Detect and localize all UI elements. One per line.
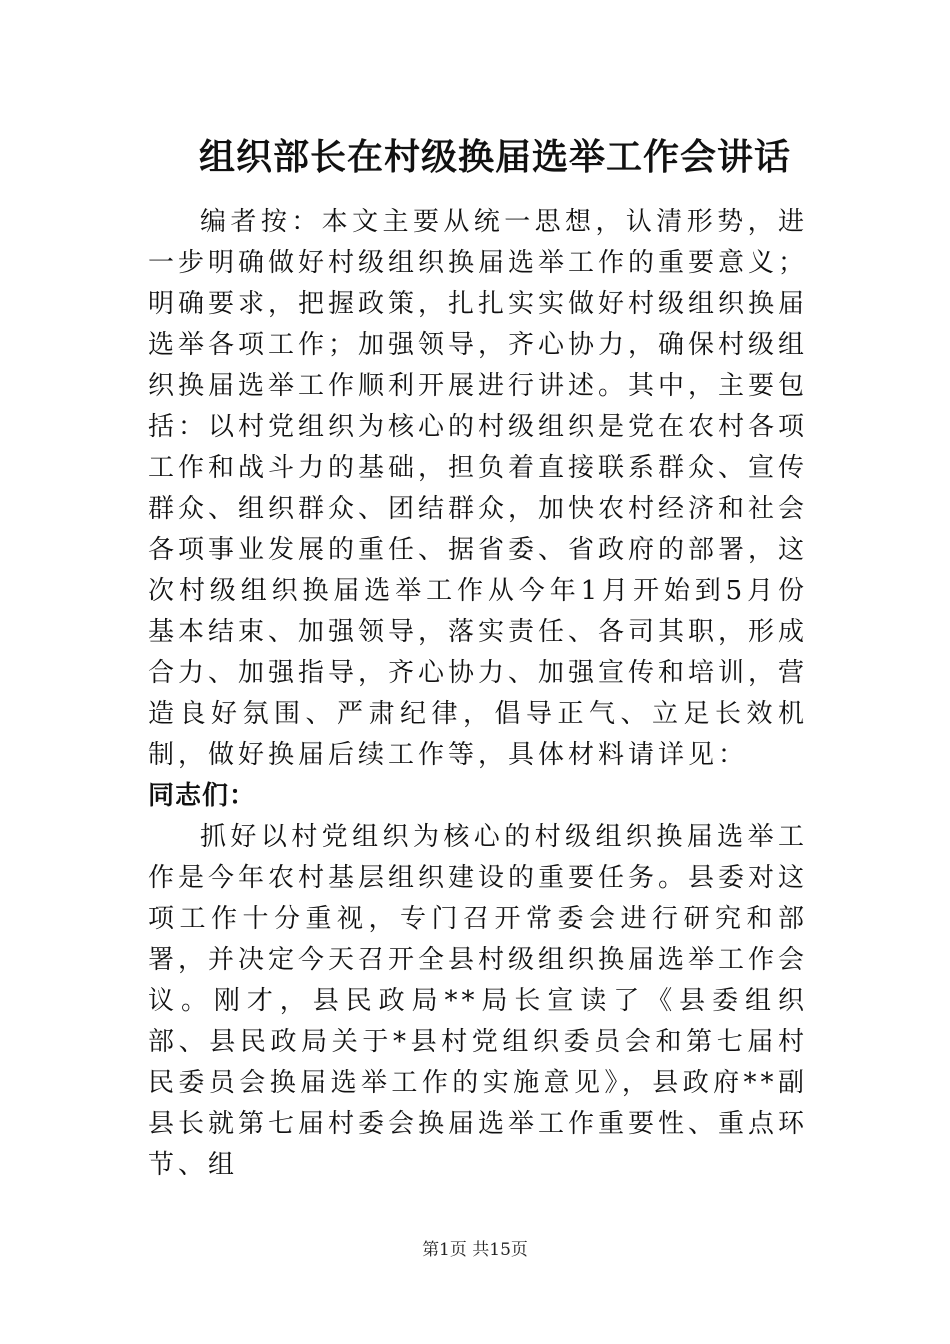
document-title: 组织部长在村级换届选举工作会讲话: [198, 137, 791, 178]
page-number-footer: 第1页 共15页: [422, 1240, 528, 1260]
document-body: [148, 202, 808, 1186]
body-paragraph: 抓好以村党组织为核心的村级组织换届选举工作是今年农村基层组织建设的重要任务。县委对这项工作十分重视，专门召开常委会进行研究和部署，并决定今天召开全县村级组织换届选举工作会议。刚才，县民政局**局长宣读了《县委组织部、县民政局关于*县村党组织委员会和第七届村民委员会换届选举工作的实施意见》，县政府**副县长就第七届村委会换届选举工作重要性、重点环节、组: [148, 822, 809, 1180]
salutation: 同志们：: [148, 781, 257, 811]
editor-note-paragraph: 编者按：本文主要从统一思想，认清形势，进一步明确做好村级组织换届选举工作的重要意义；明确要求，把握政策，扎扎实实做好村级组织换届选举各项工作；加强领导，齐心协力，确保村级组织换届选举工作顺利开展进行讲述。其中，主要包括：以村党组织为核心的村级组织是党在农村各项工作和战斗力的基础，担负着直接联系群众、宣传群众、组织群众、团结群众，加快农村经济和社会各项事业发展的重任、据省委、省政府的部署，这次村级组织换届选举工作从今年1月开始到5月份基本结束、加强领导，落实责任、各司其职，形成合力、加强指导，齐心协力、加强宣传和培训，营造良好氛围、严肃纪律，倡导正气、立足长效机制，做好换届后续工作等，具体材料请详见：: [148, 207, 809, 770]
